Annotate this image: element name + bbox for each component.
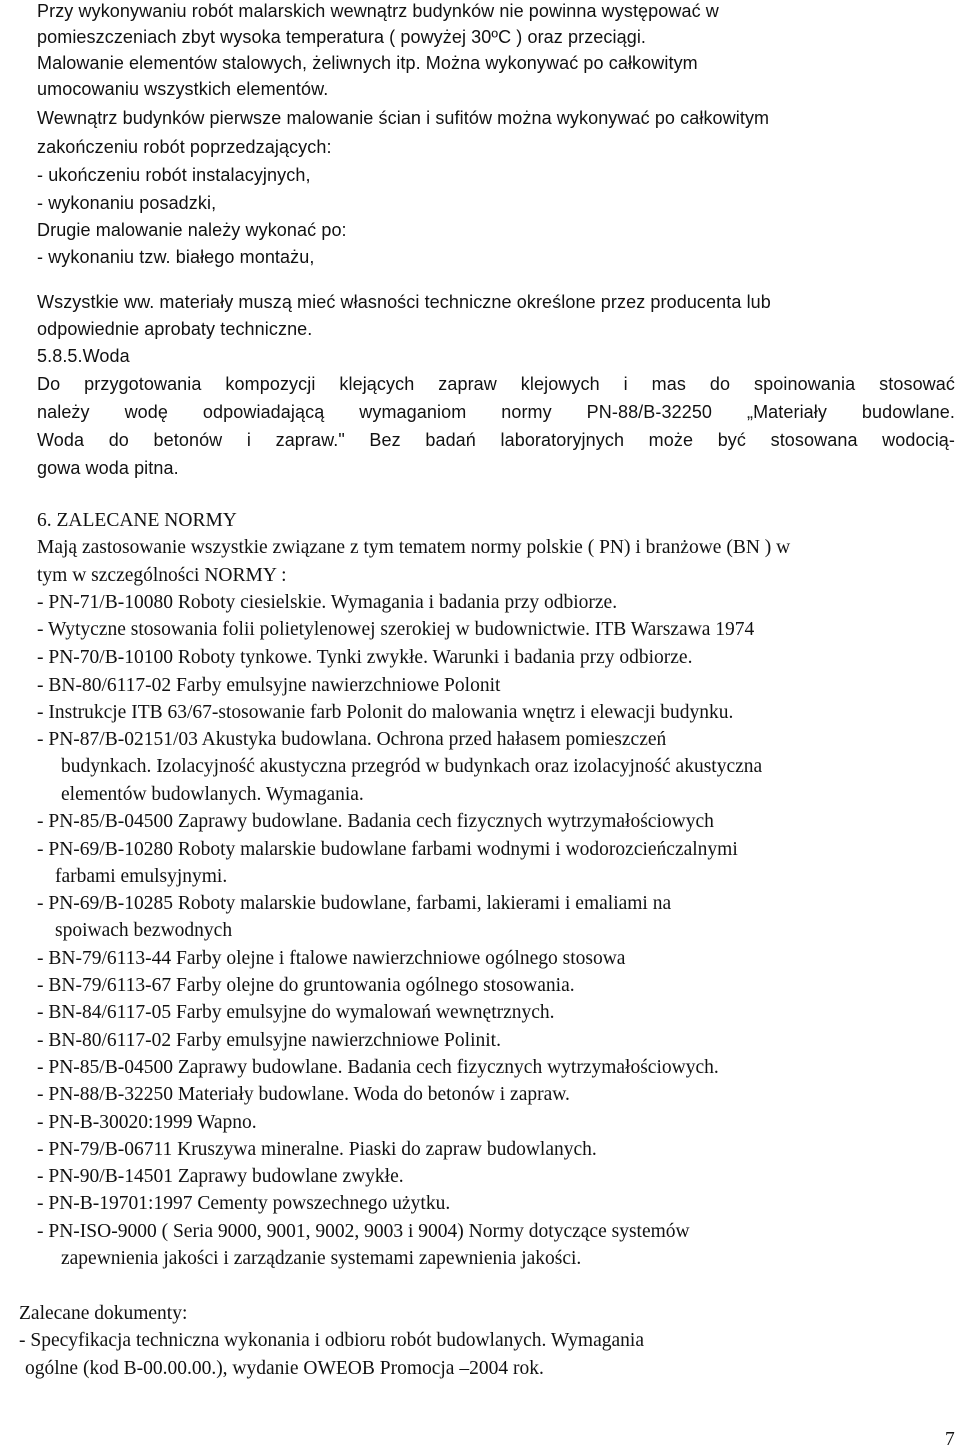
text-line: zakończeniu robót poprzedzających: — [37, 137, 332, 157]
norm-item-continuation: spoiwach bezwodnych — [55, 920, 233, 941]
norm-item: - PN-85/B-04500 Zaprawy budowlane. Badania cech fizycznych wytrzymałościowych. — [37, 1057, 719, 1078]
section-subheading: 5.8.5.Woda — [37, 346, 130, 366]
norm-item: - BN-79/6113-44 Farby olejne i ftalowe nawierzchniowe ogólnego stosowa — [37, 948, 626, 969]
norm-item: - PN-B-19701:1997 Cementy powszechnego użytku. — [37, 1193, 451, 1214]
norm-item: - BN-84/6117-05 Farby emulsyjne do wymalowań wewnętrznych. — [37, 1002, 555, 1023]
norm-item: - PN-ISO-9000 ( Seria 9000, 9001, 9002, 9003 i 9004) Normy dotyczące systemów — [37, 1221, 690, 1242]
norm-item-continuation: budynkach. Izolacyjność akustyczna przegród w budynkach oraz izolacyjność akustyczna — [61, 756, 763, 777]
norm-item: - PN-85/B-04500 Zaprawy budowlane. Badania cech fizycznych wytrzymałościowych — [37, 811, 714, 832]
norm-item: - PN-79/B-06711 Kruszywa mineralne. Piaski do zapraw budowlanych. — [37, 1139, 597, 1160]
norm-item: - BN-80/6117-02 Farby emulsyjne nawierzchniowe Polonit — [37, 675, 501, 696]
norm-item: - BN-79/6113-67 Farby olejne do gruntowania ogólnego stosowania. — [37, 975, 575, 996]
text-line: Do przygotowania kompozycji klejących zapraw klejowych i mas do spoinowania stosować — [37, 374, 955, 394]
recommended-heading: Zalecane dokumenty: — [19, 1303, 188, 1324]
text-line: gowa woda pitna. — [37, 458, 179, 478]
norm-item: - PN-B-30020:1999 Wapno. — [37, 1112, 257, 1133]
section-heading: 6. ZALECANE NORMY — [37, 510, 237, 531]
text-line: Mają zastosowanie wszystkie związane z tym tematem normy polskie ( PN) i branżowe (BN ) w — [37, 537, 791, 558]
text-line: Woda do betonów i zapraw." Bez badań laboratoryjnych może być stosowana wodocią- — [37, 430, 955, 450]
norm-item: - PN-70/B-10100 Roboty tynkowe. Tynki zwykłe. Warunki i badania przy odbiorze. — [37, 647, 693, 668]
text-line: odpowiednie aprobaty techniczne. — [37, 319, 313, 339]
text-line: - ukończeniu robót instalacyjnych, — [37, 165, 311, 185]
norm-item: - PN-87/B-02151/03 Akustyka budowlana. Ochrona przed hałasem pomieszczeń — [37, 729, 667, 750]
text-line: tym w szczególności NORMY : — [37, 565, 287, 586]
norm-item-continuation: zapewnienia jakości i zarządzanie systemami zapewnienia jakości. — [61, 1248, 582, 1269]
norm-item: - Instrukcje ITB 63/67-stosowanie farb Polonit do malowania wnętrz i elewacji budynku. — [37, 702, 734, 723]
text-line: Malowanie elementów stalowych, żeliwnych itp. Można wykonywać po całkowitym — [37, 53, 698, 73]
text-line: ogólne (kod B-00.00.00.), wydanie OWEOB Promocja –2004 rok. — [25, 1358, 544, 1379]
text-line: pomieszczeniach zbyt wysoka temperatura ( powyżej 30ºC ) oraz przeciągi. — [37, 27, 647, 47]
norm-item-continuation: elementów budowlanych. Wymagania. — [61, 784, 364, 805]
norm-item-continuation: farbami emulsyjnymi. — [55, 866, 228, 887]
text-line: Wewnątrz budynków pierwsze malowanie ścian i sufitów można wykonywać po całkowitym — [37, 108, 770, 128]
text-line: należy wodę odpowiadającą wymaganiom normy PN-88/B-32250 „Materiały budowlane. — [37, 402, 955, 422]
norm-item: - PN-71/B-10080 Roboty ciesielskie. Wymagania i badania przy odbiorze. — [37, 592, 618, 613]
text-line: - wykonaniu tzw. białego montażu, — [37, 247, 315, 267]
text-line: Drugie malowanie należy wykonać po: — [37, 220, 347, 240]
norm-item: - PN-88/B-32250 Materiały budowlane. Woda do betonów i zapraw. — [37, 1084, 570, 1105]
norm-item: - BN-80/6117-02 Farby emulsyjne nawierzchniowe Polinit. — [37, 1030, 501, 1051]
norm-item: - PN-90/B-14501 Zaprawy budowlane zwykłe. — [37, 1166, 404, 1187]
text-line: - Specyfikacja techniczna wykonania i odbioru robót budowlanych. Wymagania — [19, 1330, 644, 1351]
text-line: Przy wykonywaniu robót malarskich wewnątrz budynków nie powinna występować w — [37, 1, 719, 21]
norm-item: - PN-69/B-10285 Roboty malarskie budowlane, farbami, lakierami i emaliami na — [37, 893, 672, 914]
page-number: 7 — [945, 1429, 955, 1450]
text-line: Wszystkie ww. materiały muszą mieć własności techniczne określone przez producenta lub — [37, 292, 771, 312]
text-line: umocowaniu wszystkich elementów. — [37, 79, 329, 99]
text-line: - wykonaniu posadzki, — [37, 193, 217, 213]
norm-item: - Wytyczne stosowania folii polietylenowej szerokiej w budownictwie. ITB Warszawa 1974 — [37, 619, 755, 640]
norm-item: - PN-69/B-10280 Roboty malarskie budowlane farbami wodnymi i wodorozcieńczalnymi — [37, 839, 738, 860]
